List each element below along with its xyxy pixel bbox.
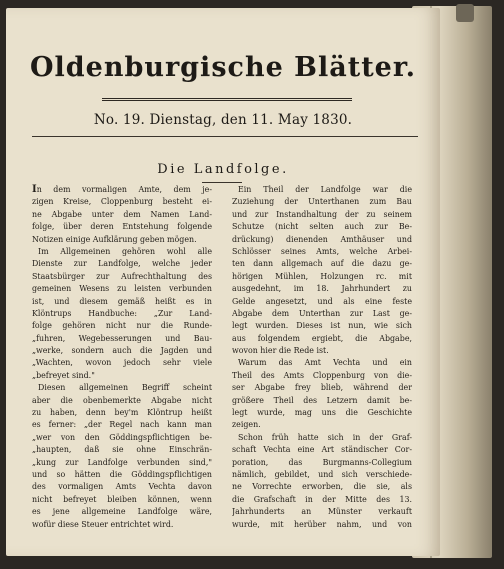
- text-line: hörigen Mühlen, Holzungen rc. mit: [232, 271, 412, 281]
- text-line: zeigen.: [232, 420, 261, 430]
- text-line: ne Vorrechte erworben, die sie, als: [232, 482, 412, 492]
- text-line: es ferner: „der Regel nach kann man: [32, 420, 212, 430]
- text-line: In dem vormaligen Amte, dem je-: [32, 184, 212, 195]
- issue-line: No. 19. Dienstag, den 11. May 1830.: [93, 112, 353, 128]
- text-line: Warum das Amt Vechta und ein: [238, 358, 412, 368]
- text-line: „wer von den Göddingspflichtigen be-: [32, 432, 212, 442]
- text-line: ten dann allgemach auf die dazu ge-: [232, 259, 412, 269]
- text-line: Notizen einige Aufklärung geben mögen.: [32, 234, 197, 244]
- text-line: Zuziehung der Unterthanen zum Bau: [232, 197, 412, 207]
- text-line: Gelde angesetzt, und als eine feste: [232, 296, 412, 306]
- text-line: und so hätten die Göddingspflichtigen: [32, 469, 212, 479]
- text-line: „fuhren, Wegebesserungen und Bau-: [32, 333, 212, 343]
- title-rule: [202, 182, 242, 183]
- text-line: poration, das Burgmanns-Collegium: [232, 457, 412, 467]
- text-line: „kung zur Landfolge verbunden sind,": [32, 457, 212, 467]
- text-line: Diesen allgemeinen Begriff scheint: [38, 383, 212, 393]
- text-line: Theil des Amts Cloppenburg von die-: [232, 370, 412, 380]
- text-line: nicht befreyet bleiben können, wenn: [32, 494, 212, 504]
- text-line: „haupten, daß sie ohne Einschrän-: [32, 445, 212, 455]
- text-line: „befreyet sind.": [32, 370, 95, 380]
- text-line: Staatsbürger zur Aufrechthaltung des: [32, 271, 212, 281]
- text-line: Dienste zur Landfolge, welche jeder: [32, 259, 212, 269]
- newspaper-page: [6, 8, 440, 556]
- text-line: Schon früh hatte sich in der Graf-: [238, 432, 412, 442]
- text-line: wovon hier die Rede ist.: [232, 346, 329, 356]
- text-line: folge gehören nicht nur die Runde-: [32, 321, 212, 331]
- text-line: ausgedehnt, im 18. Jahrhundert zu: [232, 284, 412, 294]
- text-line: legt wurden. Dieses ist nun, wie sich: [232, 321, 412, 331]
- masthead-rule-bottom: [102, 100, 352, 101]
- text-line: wofür diese Steuer entrichtet wird.: [32, 519, 174, 529]
- text-line: Schlösser seines Amts, welche Arbei-: [232, 246, 412, 256]
- text-line: Schutze (nicht selten auch zur Be-: [232, 222, 412, 232]
- text-line: folge, über deren Entstehung folgende: [32, 222, 212, 232]
- text-line: es jene allgemeine Landfolge wäre,: [32, 507, 212, 517]
- text-line: gemeinen Wesens zu leisten verbunden: [32, 284, 212, 294]
- text-line: „werke, sondern auch die Jagden und: [32, 346, 212, 356]
- text-line: Klöntrups Handbuche: „Zur Land-: [32, 308, 212, 318]
- text-line: zu haben, denn bey'm Klöntrup heißt: [32, 408, 212, 418]
- masthead-rule-top: [102, 98, 352, 99]
- text-line: drückung) dienenden Amthäuser und: [232, 234, 412, 244]
- text-line: ser Abgabe frey blieb, während der: [232, 383, 412, 393]
- text-line: und zur Instandhaltung der zu seinem: [232, 209, 412, 219]
- text-line: wurde, mit herüber nahm, und von: [232, 519, 412, 529]
- column-right: [232, 184, 412, 531]
- article-title: Die Landfolge.: [157, 162, 289, 177]
- text-line: zigen Kreise, Cloppenburg besteht ei-: [32, 197, 212, 207]
- text-line: aus folgendem ergiebt, die Abgabe,: [232, 333, 412, 343]
- text-line: nämlich, gebildet, und sich verschiede-: [232, 469, 412, 479]
- text-line: ist, und diesem gemäß heißt es in: [32, 296, 212, 306]
- text-line: des vormaligen Amts Vechta davon: [32, 482, 212, 492]
- text-line: ne Abgabe unter dem Namen Land-: [32, 209, 212, 219]
- text-line: Ein Theil der Landfolge war die: [238, 185, 412, 194]
- text-line: größere Theil des Letzern damit be-: [232, 395, 412, 405]
- text-line: Abgabe dem Unterthan zur Last ge-: [232, 308, 412, 318]
- text-line: schaft Vechta eine Art ständischer Cor-: [232, 445, 412, 455]
- text-line: legt wurde, mag uns die Geschichte: [232, 408, 412, 418]
- text-line: „Wachten, wovon jedoch sehr viele: [32, 358, 212, 368]
- text-line: Jahrhunderts an Münster verkauft: [232, 507, 412, 517]
- corner-tab: [456, 4, 474, 22]
- column-left: [32, 184, 212, 531]
- text-line: Im Allgemeinen gehören wohl alle: [38, 246, 212, 256]
- masthead: Oldenburgische Blätter.: [29, 52, 417, 83]
- text-line: aber die obenbemerkte Abgabe nicht: [32, 395, 212, 405]
- issue-rule: [32, 136, 418, 137]
- text-line: die Grafschaft in der Mitte des 13.: [232, 494, 412, 504]
